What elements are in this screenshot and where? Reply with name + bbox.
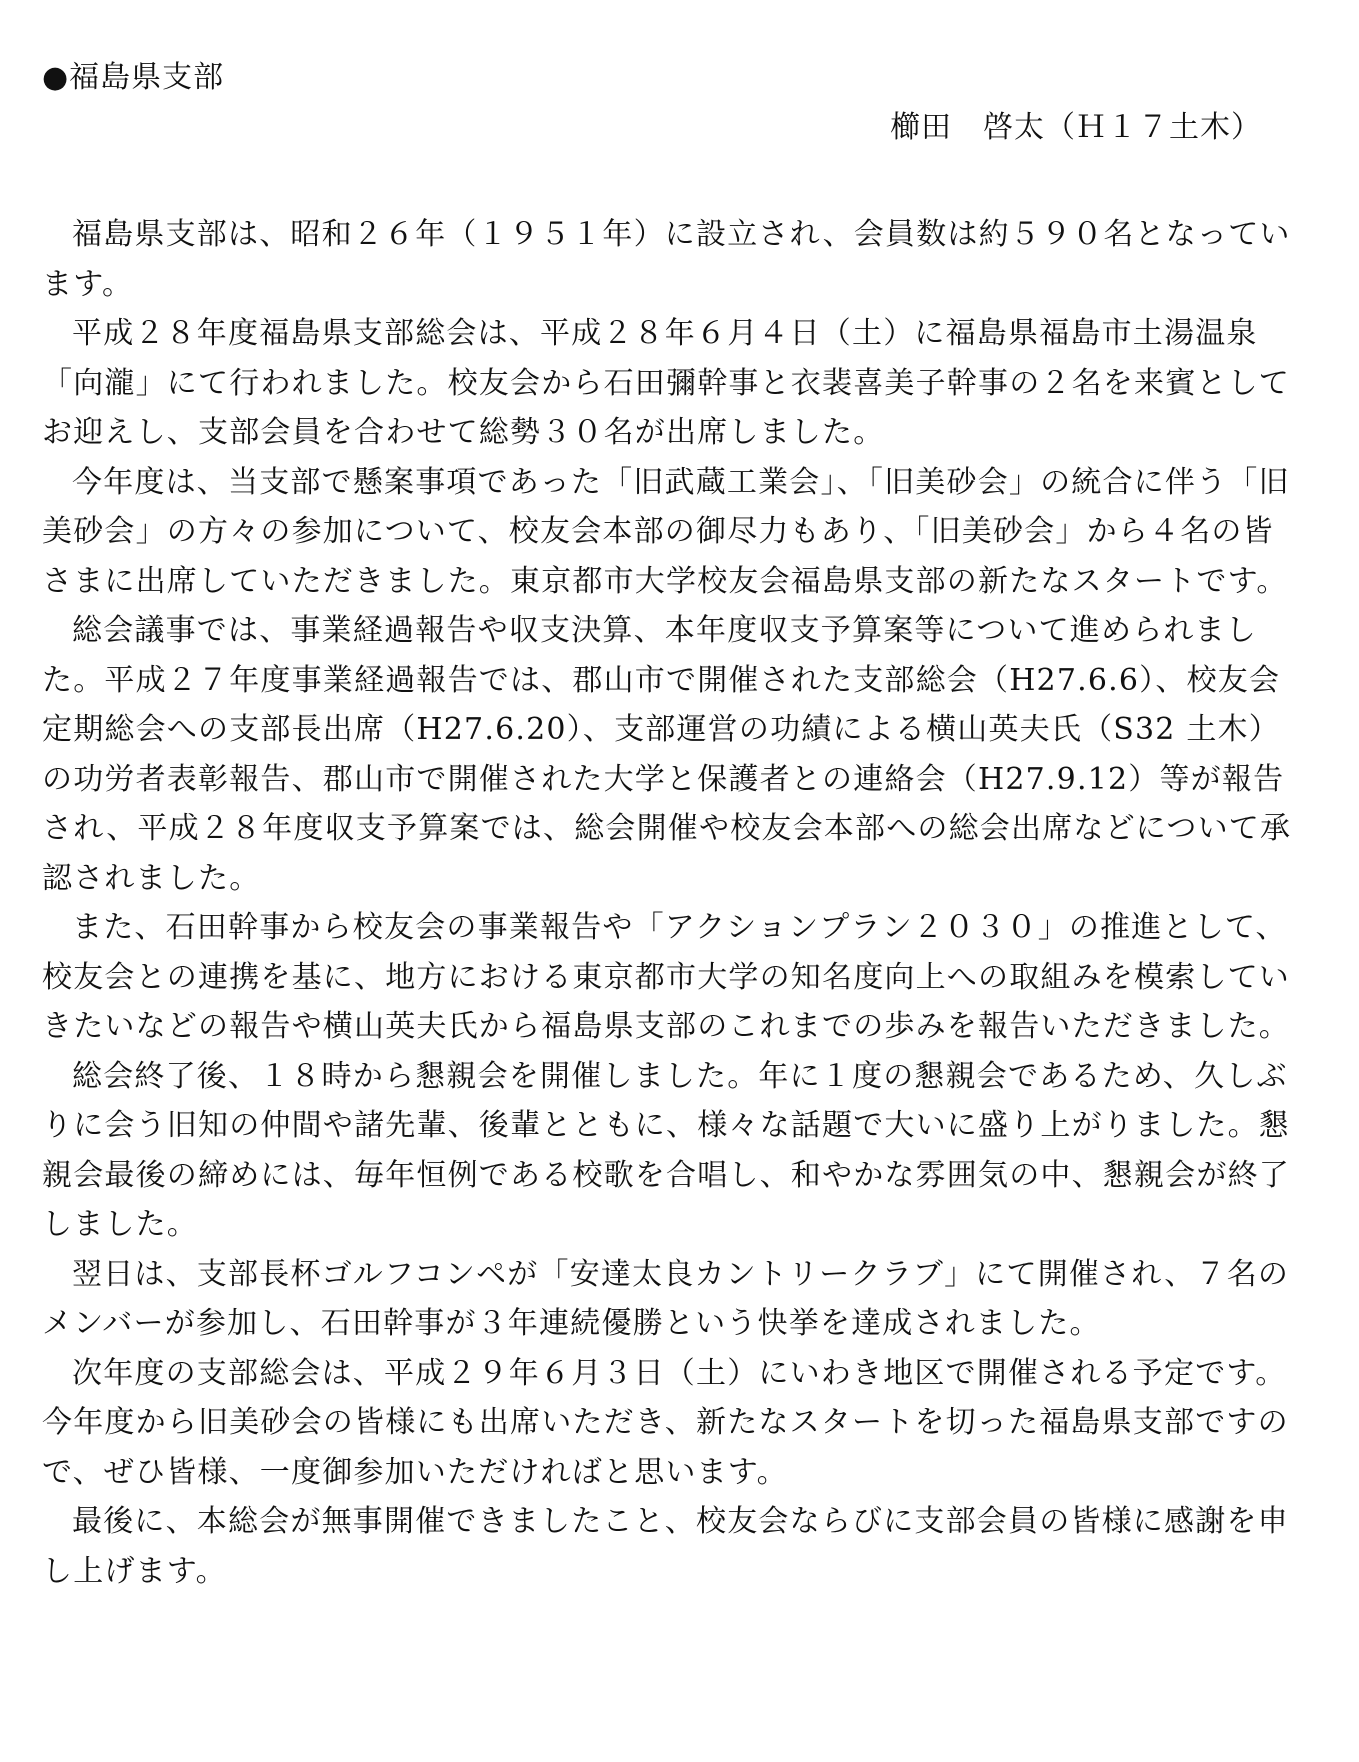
section-title: ●福島県支部: [42, 60, 225, 95]
paragraph-golf: 翌日は、支部長杯ゴルフコンペが「安達太良カントリークラブ」にて開催され、７名のメンバーが参加し、石田幹事が３年連続優勝という快挙を達成されました。: [42, 1256, 1290, 1341]
paragraph-agenda: 総会議事では、事業経過報告や収支決算、本年度収支予算案等について進められました。平成２７年度事業経過報告では、郡山市で開催された支部総会（H27.6.6）、校友会定期総会への支部長出席（H27.6.20）、支部運営の功績による横山英夫氏（S32 土木）の功労者表彰報告、郡山市で開催された大学と保護者との連絡会（H27.9.12）等が報告され、平成２８年度収支予算案では、総会開催や校友会本部への総会出席などについて承認されました。: [42, 613, 1292, 896]
article-body: [42, 210, 1302, 1596]
author-line: 櫛田 啓太（Ｈ１７土木）: [890, 110, 1262, 145]
paragraph-action-plan: また、石田幹事から校友会の事業報告や「アクションプラン２０３０」の推進として、校友会との連携を基に、地方における東京都市大学の知名度向上への取組みを模索していきたいなどの報告や横山英夫氏から福島県支部のこれまでの歩みを報告いただきました。: [42, 910, 1290, 1044]
paragraph-founding: 福島県支部は、昭和２６年（１９５１年）に設立され、会員数は約５９０名となっています。: [42, 217, 1291, 302]
document-page: [42, 56, 1302, 1596]
paragraph-closing: 最後に、本総会が無事開催できましたこと、校友会ならびに支部会員の皆様に感謝を申し上げます。: [42, 1504, 1289, 1589]
paragraph-next-meeting: 次年度の支部総会は、平成２９年６月３日（土）にいわき地区で開催される予定です。今年度から旧美砂会の皆様にも出席いただき、新たなスタートを切った福島県支部ですので、ぜひ皆様、一度御参加いただければと思います。: [42, 1355, 1289, 1490]
paragraph-general-meeting: 平成２８年度福島県支部総会は、平成２８年６月４日（土）に福島県福島市土湯温泉「向瀧」にて行われました。校友会から石田彌幹事と衣裴喜美子幹事の２名を来賓としてお迎えし、支部会員を合わせて総勢３０名が出席しました。: [42, 316, 1290, 450]
paragraph-merger: 今年度は、当支部で懸案事項であった「旧武蔵工業会」、「旧美砂会」の統合に伴う「旧美砂会」の方々の参加について、校友会本部の御尽力もあり、「旧美砂会」から４名の皆さまに出席していただきました。東京都市大学校友会福島県支部の新たなスタートです。: [42, 464, 1290, 599]
paragraph-social-gathering: 総会終了後、１８時から懇親会を開催しました。年に１度の懇親会であるため、久しぶりに会う旧知の仲間や諸先輩、後輩とともに、様々な話題で大いに盛り上がりました。懇親会最後の締めには、毎年恒例である校歌を合唱し、和やかな雰囲気の中、懇親会が終了しました。: [42, 1058, 1290, 1242]
